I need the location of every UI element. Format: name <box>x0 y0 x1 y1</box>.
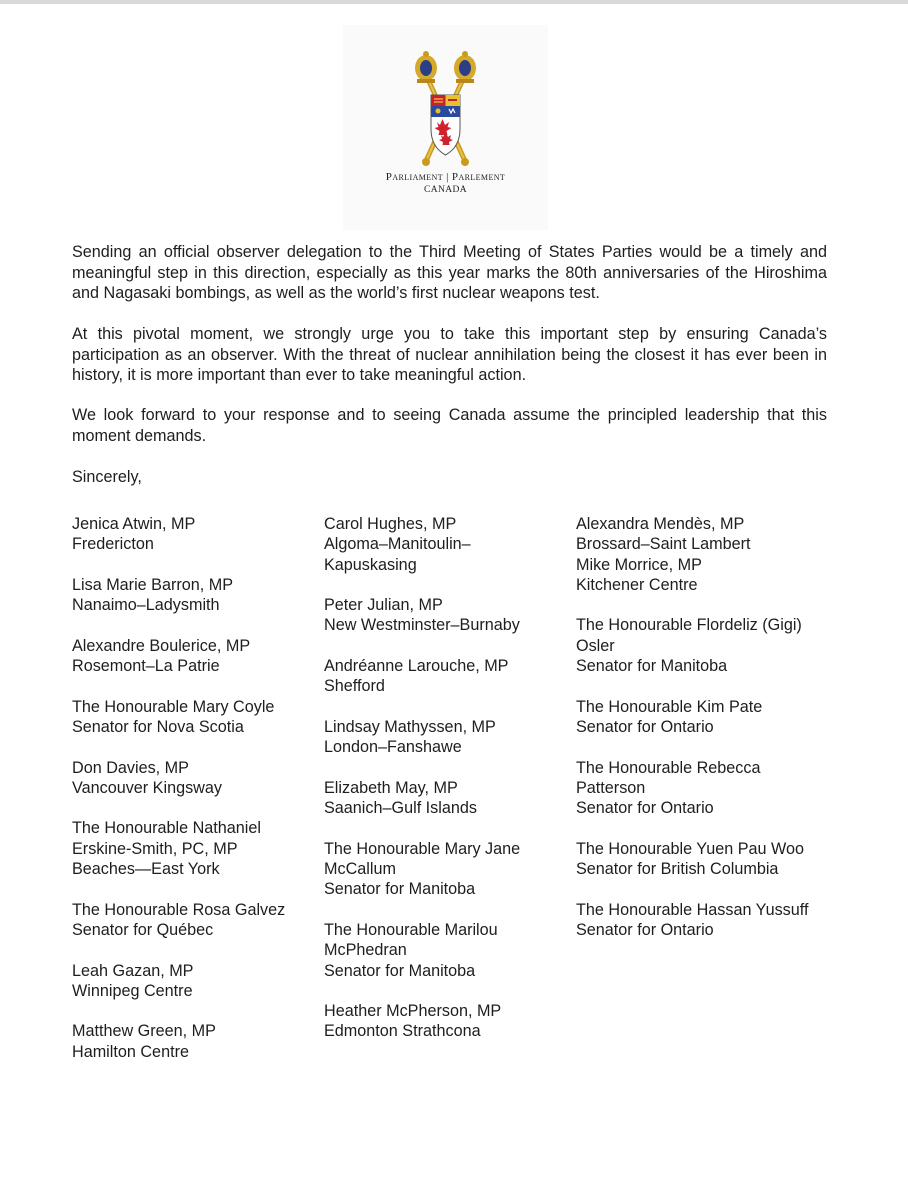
paragraph-line: moment demands. <box>72 426 207 445</box>
signatory-line: Rosemont–La Patrie <box>72 657 220 676</box>
letterhead-line-1: Parliament | Parlement <box>385 171 506 183</box>
signatory-line: Don Davies, MP <box>72 758 189 777</box>
paragraph-line: We look forward to your response and to seeing Canada assume the principled leadership that this <box>72 406 827 424</box>
signatory-line: The Honourable Mary Coyle <box>72 697 275 716</box>
signatory-block <box>72 818 317 879</box>
signatory-block <box>576 758 836 819</box>
maces-and-shield-emblem <box>343 25 548 230</box>
signatory-line: The Honourable Flordeliz (Gigi) <box>576 616 802 635</box>
signatories-column-3 <box>576 514 836 961</box>
signatory-line: Alexandra Mendès, MP <box>576 515 745 533</box>
signatory-line: Senator for Ontario <box>576 799 714 818</box>
top-divider <box>0 0 908 4</box>
signatory-line: Vancouver Kingsway <box>72 778 222 797</box>
paragraph-line: participation as an observer. With the threat of nuclear annihilation being the closest it has ever been in <box>72 345 827 364</box>
body-paragraph-3 <box>72 405 827 446</box>
signatory-block <box>72 1021 317 1062</box>
signatory-line: Carol Hughes, MP <box>324 515 457 533</box>
signatory-block <box>324 656 569 697</box>
signatory-block <box>576 615 836 676</box>
paragraph-line: history, it is more important than ever to take meaningful action. <box>72 366 527 384</box>
signatory-line: Kitchener Centre <box>576 575 698 594</box>
signatory-line: Andréanne Larouche, MP <box>324 657 509 676</box>
letterhead-line-2: CANADA <box>423 185 468 195</box>
signatory-line: The Honourable Marilou <box>324 920 498 939</box>
signatory-block <box>576 839 836 880</box>
signatory-line: The Honourable Kim Pate <box>576 697 763 716</box>
signatory-line: Edmonton Strathcona <box>324 1022 481 1041</box>
signatory-block <box>576 514 836 595</box>
signatory-line: Nanaimo–Ladysmith <box>72 596 220 615</box>
signatory-line: Senator for Ontario <box>576 717 714 736</box>
signatory-block <box>576 900 836 941</box>
paragraph-line: meaningful step in this direction, especially as this year marks the 80th anniversaries of the Hiroshima <box>72 263 827 282</box>
closing-salutation: Sincerely, <box>72 468 142 486</box>
signatory-line: Hamilton Centre <box>72 1042 189 1061</box>
signatory-line: Saanich–Gulf Islands <box>324 799 477 818</box>
signatory-line: The Honourable Rosa Galvez <box>72 900 286 919</box>
signatory-line: Alexandre Boulerice, MP <box>72 636 251 655</box>
signatory-line: The Honourable Mary Jane <box>324 839 521 858</box>
signatory-line: Patterson <box>576 778 646 797</box>
signatory-line: Heather McPherson, MP <box>324 1002 502 1021</box>
signatory-block <box>72 636 317 677</box>
signatory-block <box>324 1001 569 1042</box>
signatory-line: New Westminster–Burnaby <box>324 616 520 635</box>
signatory-line: Mike Morrice, MP <box>576 555 702 574</box>
signatory-block <box>72 758 317 799</box>
signatory-line: Senator for Manitoba <box>324 961 476 980</box>
signatory-block <box>72 697 317 738</box>
signatory-line: Matthew Green, MP <box>72 1022 216 1041</box>
signatory-line: McPhedran <box>324 941 407 960</box>
signatory-line: Algoma–Manitoulin– <box>324 535 471 554</box>
signatory-line: Beaches—East York <box>72 860 220 879</box>
signatory-line: Winnipeg Centre <box>72 981 193 1000</box>
signatory-block <box>576 697 836 738</box>
signatory-block <box>324 595 569 636</box>
signatory-line: Jenica Atwin, MP <box>72 515 196 533</box>
signatory-line: Shefford <box>324 677 385 696</box>
signatory-line: Erskine-Smith, PC, MP <box>72 839 238 858</box>
signatory-block <box>72 900 317 941</box>
signatory-block <box>324 778 569 819</box>
signatory-line: Brossard–Saint Lambert <box>576 535 751 554</box>
signatory-line: Kapuskasing <box>324 555 417 574</box>
signatories-column-1 <box>72 514 317 1082</box>
signatory-line: The Honourable Hassan Yussuff <box>576 900 809 919</box>
signatory-line: Senator for British Columbia <box>576 860 779 879</box>
signatory-block <box>324 839 569 900</box>
signatory-line: Senator for Manitoba <box>576 657 728 676</box>
signatory-line: The Honourable Yuen Pau Woo <box>576 839 804 858</box>
paragraph-line: At this pivotal moment, we strongly urge you to take this important step by ensuring Canada’s <box>72 325 827 343</box>
signatory-line: Senator for Québec <box>72 920 214 939</box>
signatory-block <box>72 961 317 1002</box>
signatory-line: Fredericton <box>72 535 154 554</box>
signatory-line: Senator for Manitoba <box>324 880 476 899</box>
signatory-block <box>324 717 569 758</box>
signatory-line: Senator for Nova Scotia <box>72 717 244 736</box>
paragraph-line: Sending an official observer delegation to the Third Meeting of States Parties would be a timely and <box>72 243 827 261</box>
signatory-block <box>324 920 569 981</box>
body-paragraph-2 <box>72 324 827 386</box>
parliament-coat-of-arms-logo <box>343 25 548 230</box>
signatory-line: Lindsay Mathyssen, MP <box>324 717 496 736</box>
signatory-block <box>72 575 317 616</box>
signatory-line: Lisa Marie Barron, MP <box>72 575 234 594</box>
signatories-column-2 <box>324 514 569 1062</box>
signatory-line: The Honourable Rebecca <box>576 758 761 777</box>
signatory-block <box>72 514 317 555</box>
signatory-block <box>324 514 569 575</box>
signatory-line: The Honourable Nathaniel <box>72 819 261 838</box>
signatory-line: Senator for Ontario <box>576 920 714 939</box>
signatory-line: London–Fanshawe <box>324 738 462 757</box>
paragraph-line: and Nagasaki bombings, as well as the world’s first nuclear weapons test. <box>72 284 600 302</box>
signatory-line: Peter Julian, MP <box>324 596 443 615</box>
signatory-line: McCallum <box>324 860 396 879</box>
body-paragraph-1 <box>72 242 827 304</box>
signatory-line: Elizabeth May, MP <box>324 778 458 797</box>
signatory-line: Leah Gazan, MP <box>72 961 194 980</box>
signatory-line: Osler <box>576 636 615 655</box>
